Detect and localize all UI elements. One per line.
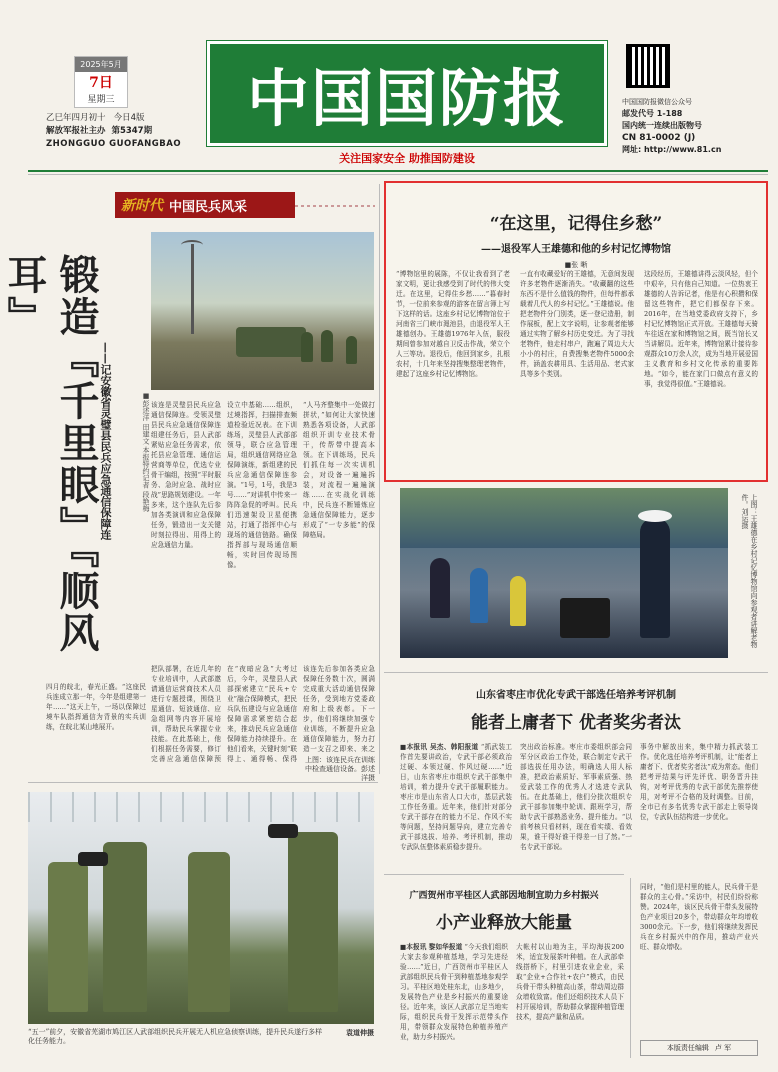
lead-col-6: 该连先后参加各类应急保障任务数十次，圆满完成重大活动通信保障任务，受到地方党委政府和上级表彰。下一步，他们将继续加强专业训练，不断提升应急通信保障能力，努力打造一支召之即来、来之 [303,665,375,753]
lead-editor: 上图：该连民兵在训练中检查通信设备。彭述洋摄 [305,756,375,782]
lunar-date: 乙巳年四月初十 [46,113,106,123]
lead-headline-part-2: 『千里眼』『顺风耳』 [1,254,100,654]
lead-byline: ■彭述洋 田建文 本报特约记者 段艳梅 [142,392,150,512]
story3-col-1 [400,742,512,868]
feature-byline: ■张 晰 [564,261,588,269]
visitor-figure [510,576,526,626]
masthead-slogan: 关注国家安全 助推国防建设 [339,152,475,165]
date-week: 星期三 [87,95,115,105]
story3-headline: 能者上庸者下 优者奖劣者汰 [471,713,681,733]
cn-number: CN 81-0002 (J) [622,133,696,143]
feature-col-3: 这段经历，王雄德讲得云淡风轻，但个中艰辛，只有他自己知道。一位热衷王雄德的人告诉记者，他是有心积攒和保留这些物件，把它们都保存下来。2016年，在当地党委政府支持下，乡村记忆博物馆正式开放。王雄德每天骑车往返在家和博物馆之间，既当馆长又当讲解员。近年来，博物馆累计接待参观群众10万余人次，成为当地开展爱国主义教育和乡村文化传承的重要阵地。“如今，能在家门口做点有意义的事，我觉得很值。”王雄德说。 [644,270,758,388]
lead-intro: 四月的皖北，春光正盛。“这座民兵连成立那一年，今年是组建第一年……”这天上午，一场以保障过境车队指挥通信为背景的实兵训练，在皖北某山地展开。 [46,683,146,731]
antenna-dish-icon [181,240,203,250]
comm-vehicle [236,327,306,357]
section-rule [28,782,378,783]
exhibit-object [560,598,610,638]
editor-label: 本版责任编辑 [666,1044,709,1052]
story4-col-3: 同时，“他们是村里的能人，民兵骨干是群众的主心骨。”采访中，村民们纷纷称赞。2024年，该区民兵骨干带头发展特色产业项目20多个，带动群众年均增收3000余元。下一步，他们将继续发挥民兵在乡村振兴中的作用，推动产业兴旺、群众增收。 [640,883,758,951]
museum-photo-caption: 上图：王雄德在乡村记忆博物馆向参观者讲解老物件。刘运摄 [741,494,758,648]
section-banner [115,192,295,218]
lead-col-5: 在“夜暗应急”大考过后，今年，灵璧县人武部探索建立“民兵+专业”融合保障模式，把民兵队伍建设与应急通信保障需求紧密结合起来，推动民兵应急通信保障能力持续提升。在他们看来，关键时刻“联得上、通得畅、保得 [227,665,297,763]
lead-col-4: 把队部署，在近几年的专业培训中，人武部邀请通信运营商技术人员进行专题授课，围绕卫星通信、短波通信、应急组网等内容开展培训，帮助民兵掌握专业技能。在此基础上，他们根据任务需要，修订完善应急通信保障预 [151,665,221,763]
officer-figure [640,518,670,638]
left-info [46,112,196,151]
story3-kicker: 山东省枣庄市优化专武干部选任培养考评机制 [476,690,676,701]
banner-part-a: 新时代 [121,198,163,214]
story4-col-2: 大帐村以山地为主，平均海拔200米，适宜发展茶叶种植。在人武部牵线搭桥下，村里引进农业企业，采取“企业+合作社+农户”模式，由民兵骨干带头种植高山茶，带动周边群众增收致富。他们还组织技术人员下村开展培训，帮助群众掌握种植管理技术，提高产量和品质。 [516,943,624,1021]
feature-subhead: ——退役军人王雄德和他的乡村记忆博物馆 [481,244,671,255]
story3-byline: ■本报讯 吴杰、韩阳报道 [400,743,479,751]
story4-col-1-text: “今天我们组织大家去参观种植基地，学习先进经验……”近日，广西贺州市平桂区人武部组织民兵骨干到种植基地参观学习。平桂区地处桂东北，山多地少，发展特色产业是乡村振兴的重要途径。近年来，该区人武部立足当地实际，组织民兵骨干发挥示范带头作用，带领群众发展特色种植养殖产业，助力乡村振兴。 [400,943,508,1041]
masthead-rule [28,170,768,172]
visitor-figure [470,568,488,623]
drone-photo-caption: “五一”前夕，安徽省芜湖市鸠江区人武部组织民兵开展无人机应急侦察训练，提升民兵遂行多样化任务能力。 [28,1028,323,1045]
story4-byline: ■本报讯 黎如华报道 [400,943,463,951]
feature-frame [384,181,768,482]
visitor-figure [430,558,450,618]
post-code: 邮发代号 1-188 [622,109,683,118]
masthead-rule-thin [28,174,768,175]
antenna-mast [191,244,194,334]
feature-col-2: 一直有收藏爱好的王雄德，无意间发现许多老物件逐渐消失。“收藏翻的这些东西不是什么值钱的物件，但每件都承载着几代人的乡村记忆。”王雄德说。他把老物件分门别类，逐一登记造册，制作展板，配上文字说明，让参观者能够通过实物了解乡村历史变迁。为了寻找老物件，他走村串户，跑遍了周边大大小小的村庄，自费搜集老物件5000余件，涵盖农耕用具、生活用品、老式家具等多个类别。 [520,270,634,378]
museum-photo [400,488,728,658]
officer-cap-icon [638,510,672,522]
binocular-icon [268,824,298,838]
page-count: 今日4版 [113,113,145,123]
story4-headline: 小产业释放大能量 [436,913,572,933]
lead-subhead: ——记安徽省灵璧县民兵应急通信保障连 [99,342,112,540]
story3-col-1-text: “抓武装工作首先要讲政治，专武干部必须政治过硬、本领过硬、作风过硬……”近日，山东省枣庄市组织专武干部集中培训，着力提升专武干部履职能力。枣庄市是山东省人口大市，基层武装工作任务重。近年来，他们针对部分专武干部存在的能力不足、作风不实等问题，坚持问题导向，建立完善专武干部选拔、培养、考评机制，推动专武队伍整体素质稳步提升。 [400,743,512,851]
militia-figure [346,336,357,364]
wechat-label: 中国国防报微信公众号 [622,98,692,106]
section-rule [384,874,624,875]
story4-col-1 [400,942,508,1058]
website[interactable]: 网址: http://www.81.cn [622,145,722,154]
lead-headline-part-1: 锻造 [53,254,100,338]
section-rule [384,672,768,673]
cn-label: 国内统一连续出版物号 [622,121,702,130]
feature-col-1: “博物馆里的展陈，不仅让我看到了老家文明，更让我感受到了时代的伟大变迁。在这里，记得住乡愁……”暮春时节，一位前来参观的游客在留言簿上写下这样的话。这座乡村记忆博物馆位于河南省三门峡市渑池县，由退役军人王雄德创办。王雄德1976年入伍，服役期间曾参加对越自卫反击作战，荣立个人三等功。退役后，他回到家乡，扎根农村，十几年来坚持搜集整理老物件，建起了这座乡村记忆博物馆。 [396,270,510,378]
column-divider [379,184,380,774]
soldier-figure [288,832,338,1012]
lead-headline [1,254,102,674]
masthead-title-bar [207,41,607,146]
lead-col-2: 设立中基础……组织，过境指挥，扫描排查频道检验近况表。在下训练场，灵璧县人武部部领导，联合应急管理局，组织通信网络应急保障演练，新组建的民兵应急通信保障连参演。“1号，1号，我是3号……”对讲机中传来一阵阵急促的呼叫。民兵们迅速架设卫星便携站，打通了指挥中心与现场的通信链路。确保指挥部与现场通信顺畅，实时回传现场图像。 [227,401,297,569]
soldier-figure [103,842,147,1012]
column-divider [630,878,631,1058]
editor-name: 卢 军 [714,1044,732,1052]
pinyin-title: ZHONGGUO GUOFANGBAO [46,139,182,149]
banner-part-b: 中国民兵风采 [169,199,248,215]
issue-number: 第5347期 [111,126,153,136]
qr-code-icon[interactable] [626,44,670,88]
story4-kicker: 广西贺州市平桂区人武部因地制宜助力乡村振兴 [409,891,599,901]
drone-photo-credit: 袁道伸摄 [346,1028,374,1037]
soldier-figure [48,862,88,1012]
lead-photo [151,232,374,390]
lead-col-1: 该连是灵璧县民兵应急通信保障连。受领灵璧县民兵应急通信保障连组建任务后，县人武部紧贴应急任务需求，依托县应急管理、通信运营商等单位，优选专业骨干编组，按照“平时服务、急时应急、战时应战”思路规划建设。一年多来，这个连队先后参加各类演训和应急保障任务，锻造出一支关键时刻拉得出、用得上的应急通信力量。 [151,401,221,549]
masthead-title: 中国国防报 [246,62,567,135]
editor-box [640,1040,758,1056]
feature-headline: “在这里，记得住乡愁” [489,214,663,234]
date-year: 2025年5月 [75,57,127,72]
right-info [622,96,721,156]
story3-col-2: 突出政治标准。枣庄市委组织部会同军分区政治工作处，联合制定专武干部选拔任用办法，明确选人用人标准，把政治素质好、军事素质强、热爱武装工作的优秀人才选进专武队伍。在此基础上，他们分批次组织专武干部参加集中轮训、跟班学习，帮助专武干部熟悉业务、提升能力。“以前考核只看材料，现在看实绩、看效果，谁干得好谁干得差一目了然。”一名专武干部说。 [520,743,632,851]
drone-training-photo [28,792,374,1024]
date-box [74,56,128,108]
banner-dots [295,205,375,207]
binocular-icon [78,852,108,866]
militia-figure [321,330,333,362]
date-day: 7日 [89,75,113,91]
story3-col-3: 事务中解放出来，集中精力抓武装工作。优化选任培养考评机制，让“能者上庸者下、优者奖劣者汰”成为常态。他们把考评结果与评先评优、职务晋升挂钩，对考评优秀的专武干部优先推荐使用，对考评不合格的及时调整。目前，全市已有多名优秀专武干部走上领导岗位，专武队伍结构进一步优化。 [640,743,758,821]
lead-col-3: “人马齐整集中一处做打拼状，”如何让大家快速熟悉各项设备，人武部组织开训专业技术骨干，传帮带中提高本领。在下训练场，民兵们抓住每一次实训机会，对设备一遍遍拆装，对流程一遍遍演练……在实战化训练中，民兵连不断锤炼应急通信保障能力，逐步形成了“一专多能”的保障格局。 [303,401,375,539]
soldier-figure [188,852,230,1012]
sponsor: 解放军报社主办 [46,126,106,136]
militia-figure [301,332,313,362]
